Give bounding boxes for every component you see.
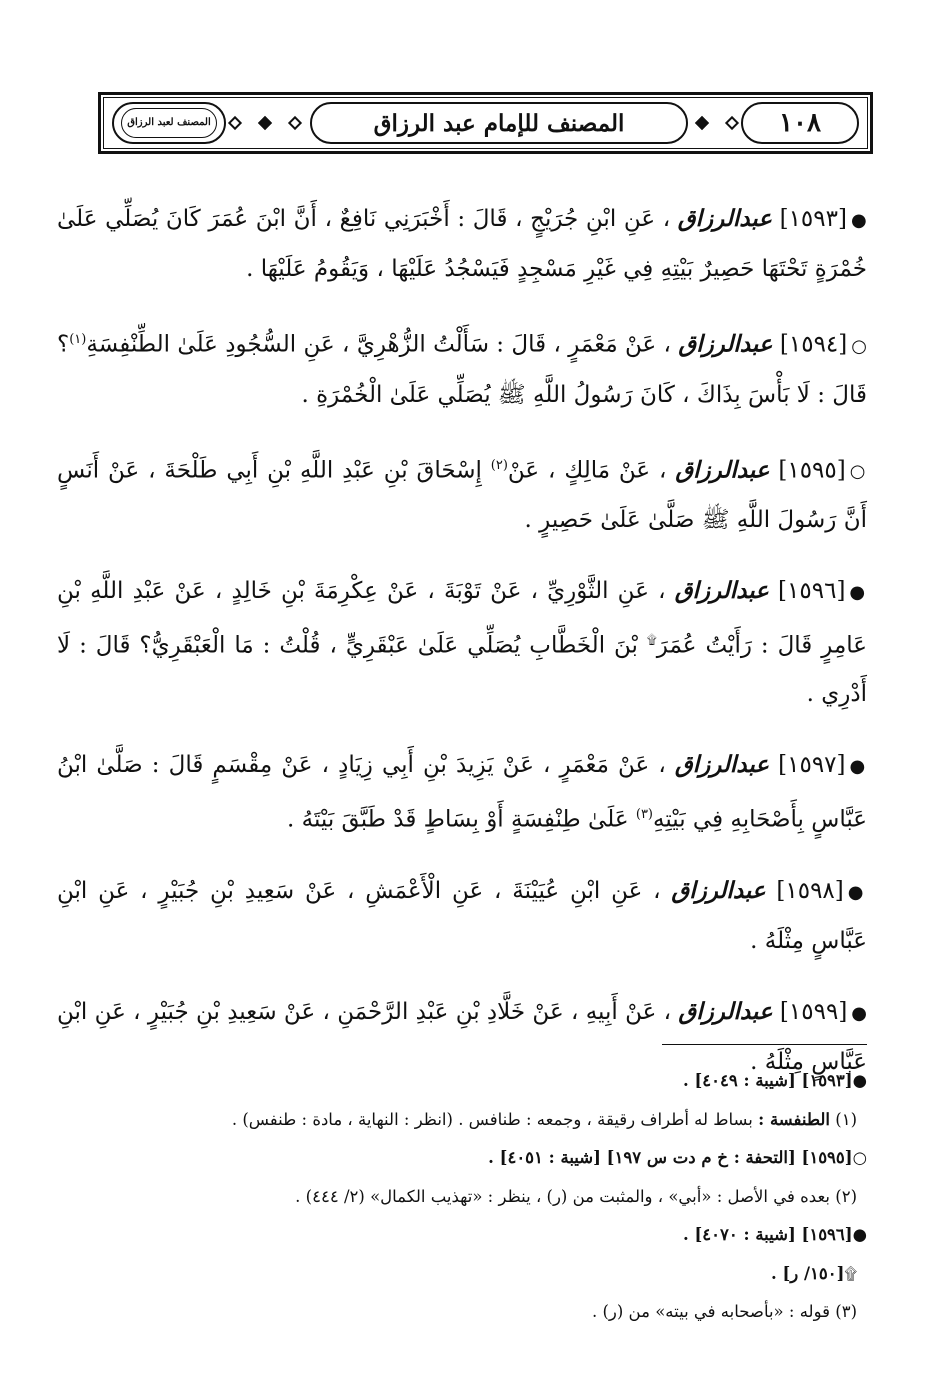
entry-marker-solid-icon: ● xyxy=(849,582,867,604)
footnote-ref[interactable]: (١) xyxy=(69,332,87,347)
ref-marker-solid-icon: ● xyxy=(852,1225,867,1244)
hadith-text: ، عَنِ ابْنِ جُرَيْجٍ ، قَالَ : أَخْبَرَنِي نَافِعٌ ، أَنَّ ابْنَ عُمَرَ كَانَ يُصَلِّي عَلَىٰ خُمْرَةٍ تَحْتَهَا حَصِيرٌ بَيْتِهِ فِي غَيْرِ مَسْجِدٍ فَيَسْجُدُ عَلَيْهَا ، وَيَقُومُ عَلَيْهَا . xyxy=(57,206,867,282)
hadith-number: [١٥٩٤] xyxy=(779,331,848,358)
publisher-seal: المصنف لعبد الرزاق xyxy=(121,108,217,138)
footnote-ref-text: [١٥٩٥] [التحفة : خ م دت س ١٩٧] [شيبة : ٤٠٥١] . xyxy=(488,1148,853,1167)
hadith-text: ، عَنْ مَعْمَرٍ ، قَالَ : سَأَلْتُ الزُّهْرِيَّ ، عَنِ السُّجُودِ عَلَىٰ الطِّنْفِسَةِ xyxy=(86,331,671,358)
hadith-author: عبدالرزاق xyxy=(678,330,773,358)
footnote-manuscript-ref xyxy=(57,1255,867,1294)
hadith-entry-1598 xyxy=(57,867,867,965)
footnote-source-ref xyxy=(57,1062,867,1101)
entry-marker-solid-icon: ● xyxy=(850,210,868,231)
hadith-text: ، عَنْ مَالِكٍ ، عَنْ xyxy=(507,457,667,484)
entry-marker-hollow-icon: ○ xyxy=(851,335,868,357)
footnote-ref[interactable]: (٢) xyxy=(490,457,508,473)
hadith-entry-1595 xyxy=(57,442,867,545)
hadith-text: ، عَنْ أَبِيهِ ، عَنْ خَلَّادِ بْنِ عَبْدِ الرَّحْمَنِ ، عَنْ سَعِيدِ بْنِ جُبَيْرٍ ، عَنِ ابْنِ عَبَّاسٍ مِثْلَهُ . xyxy=(57,998,867,1075)
hadith-number: [١٥٩٦] xyxy=(778,578,846,605)
footnote-term: الطنفسة : xyxy=(758,1109,830,1129)
hadith-text-cont: إِسْحَاقَ بْنِ عَبْدِ اللَّهِ بْنِ أَبِي طَلْحَةَ ، عَنْ أَنَسٍ أَنَّ رَسُولَ اللَّهِ ﷺ صَلَّىٰ عَلَىٰ حَصِيرٍ . xyxy=(57,457,867,534)
footnote-note xyxy=(57,1293,867,1332)
hadith-number: [١٥٩٧] xyxy=(778,751,846,778)
footnote-ref[interactable]: (٣) xyxy=(635,806,653,822)
hadith-author: عبدالرزاق xyxy=(677,205,772,232)
hadith-text: ، عَنْ مَعْمَرٍ ، عَنْ يَزِيدَ بْنِ أَبِي زِيَادٍ ، عَنْ مِقْسَمٍ قَالَ : صَلَّىٰ ابْنُ عَبَّاسٍ بِأَصْحَابِهِ فِي بَيْتِهِ xyxy=(57,751,867,833)
hadith-entry-1597 xyxy=(57,741,867,844)
page-number: ١٠٨ xyxy=(779,108,821,138)
footnote-note xyxy=(57,1178,867,1217)
hadith-number: [١٥٩٥] xyxy=(778,457,846,484)
hadith-text: ، عَنِ الثَّوْرِيِّ ، عَنْ تَوْبَةَ ، عَنْ عِكْرِمَةَ بْنِ خَالِدٍ ، عَنْ عَبْدِ اللَّهِ بْنِ عَامِرٍ قَالَ : رَأَيْتُ عُمَرَ xyxy=(57,578,867,659)
ref-marker-solid-icon: ● xyxy=(852,1071,867,1090)
hadith-number: [١٥٩٣] xyxy=(779,206,847,232)
footnote-label: (١) xyxy=(835,1109,857,1129)
page-number-box xyxy=(741,102,859,144)
footnote-ref-text: [١٥٩٦] [شيبة : ٤٠٧٠] . xyxy=(683,1225,853,1244)
footnote-note xyxy=(57,1101,867,1140)
footnote-source-ref xyxy=(57,1216,867,1255)
header-title-box xyxy=(310,102,688,144)
hadith-author: عبدالرزاق xyxy=(678,997,773,1025)
entry-marker-solid-icon: ● xyxy=(851,1002,868,1024)
entry-marker-hollow-icon: ○ xyxy=(849,461,868,483)
footnote-text: قوله : «بأصحابه في بيته» من (ر) . xyxy=(591,1302,830,1321)
entry-marker-solid-icon: ● xyxy=(849,755,867,777)
page-header xyxy=(98,92,873,154)
hadith-text-cont: عَلَىٰ طِنْفِسَةٍ أَوْ بِسَاطٍ قَدْ طَبَّقَ بَيْتَهُ . xyxy=(287,806,629,833)
footnote-ref-text: [١٥٩٣] [شيبة : ٤٠٤٩] . xyxy=(683,1071,853,1090)
hadith-author: عبدالرزاق xyxy=(671,876,766,904)
hadith-text-cont: بْنَ الْخَطَّابِ يُصَلِّي عَلَىٰ عَبْقَرِيٍّ ، قُلْتُ : مَا الْعَبْقَرِيُّ؟ قَالَ : لَا أَدْرِي . xyxy=(57,632,867,707)
hadith-author: عبدالرزاق xyxy=(675,456,770,484)
footnote-divider xyxy=(662,1044,867,1045)
entry-marker-solid-icon: ● xyxy=(847,881,867,903)
hadith-number: [١٥٩٩] xyxy=(779,998,848,1025)
hadith-entry-1594 xyxy=(57,316,867,419)
hadith-entry-1596 xyxy=(57,567,867,718)
hadith-text-cont: ؟ قَالَ : لَا بَأْسَ بِذَاكَ ، كَانَ رَسُولُ اللَّهِ ﷺ يُصَلِّي عَلَىٰ الْخُمْرَةِ . xyxy=(57,331,867,408)
hadith-entry-1593 xyxy=(57,195,867,293)
footnote-label: (٣) xyxy=(835,1302,857,1321)
footnote-source-ref xyxy=(57,1139,867,1178)
book-title: المصنف للإمام عبد الرزاق xyxy=(373,109,625,137)
manuscript-ref-icon: ۩ xyxy=(844,1263,857,1283)
hadith-number: [١٥٩٨] xyxy=(776,877,844,904)
ref-marker-hollow-icon: ○ xyxy=(852,1148,867,1167)
footnote-label: (٢) xyxy=(835,1186,857,1206)
footnote-ref-text: [١٥٠/ ر] . xyxy=(771,1263,845,1283)
footnotes xyxy=(57,1062,867,1332)
hadith-author: عبدالرزاق xyxy=(674,577,769,605)
manuscript-ref-icon[interactable]: ۩ xyxy=(646,633,657,649)
footnote-text: بعده في الأصل : «أبي» ، والمثبت من (ر) ، ينظر : «تهذيب الكمال» (٢/ ٤٤٤) . xyxy=(295,1186,830,1206)
main-text xyxy=(57,172,867,1098)
footnote-text: بساط له أطراف رقيقة ، وجمعه : طنافس . (انظر : النهاية ، مادة : طنفس) . xyxy=(231,1109,753,1129)
hadith-text: ، عَنِ ابْنِ عُيَيْنَةَ ، عَنِ الْأَعْمَشِ ، عَنْ سَعِيدِ بْنِ جُبَيْرٍ ، عَنِ ابْنِ عَبَّاسٍ مِثْلَهُ . xyxy=(57,877,867,954)
publisher-seal-box xyxy=(112,102,226,144)
header-ornament-left xyxy=(230,109,300,137)
hadith-author: عبدالرزاق xyxy=(674,750,770,778)
